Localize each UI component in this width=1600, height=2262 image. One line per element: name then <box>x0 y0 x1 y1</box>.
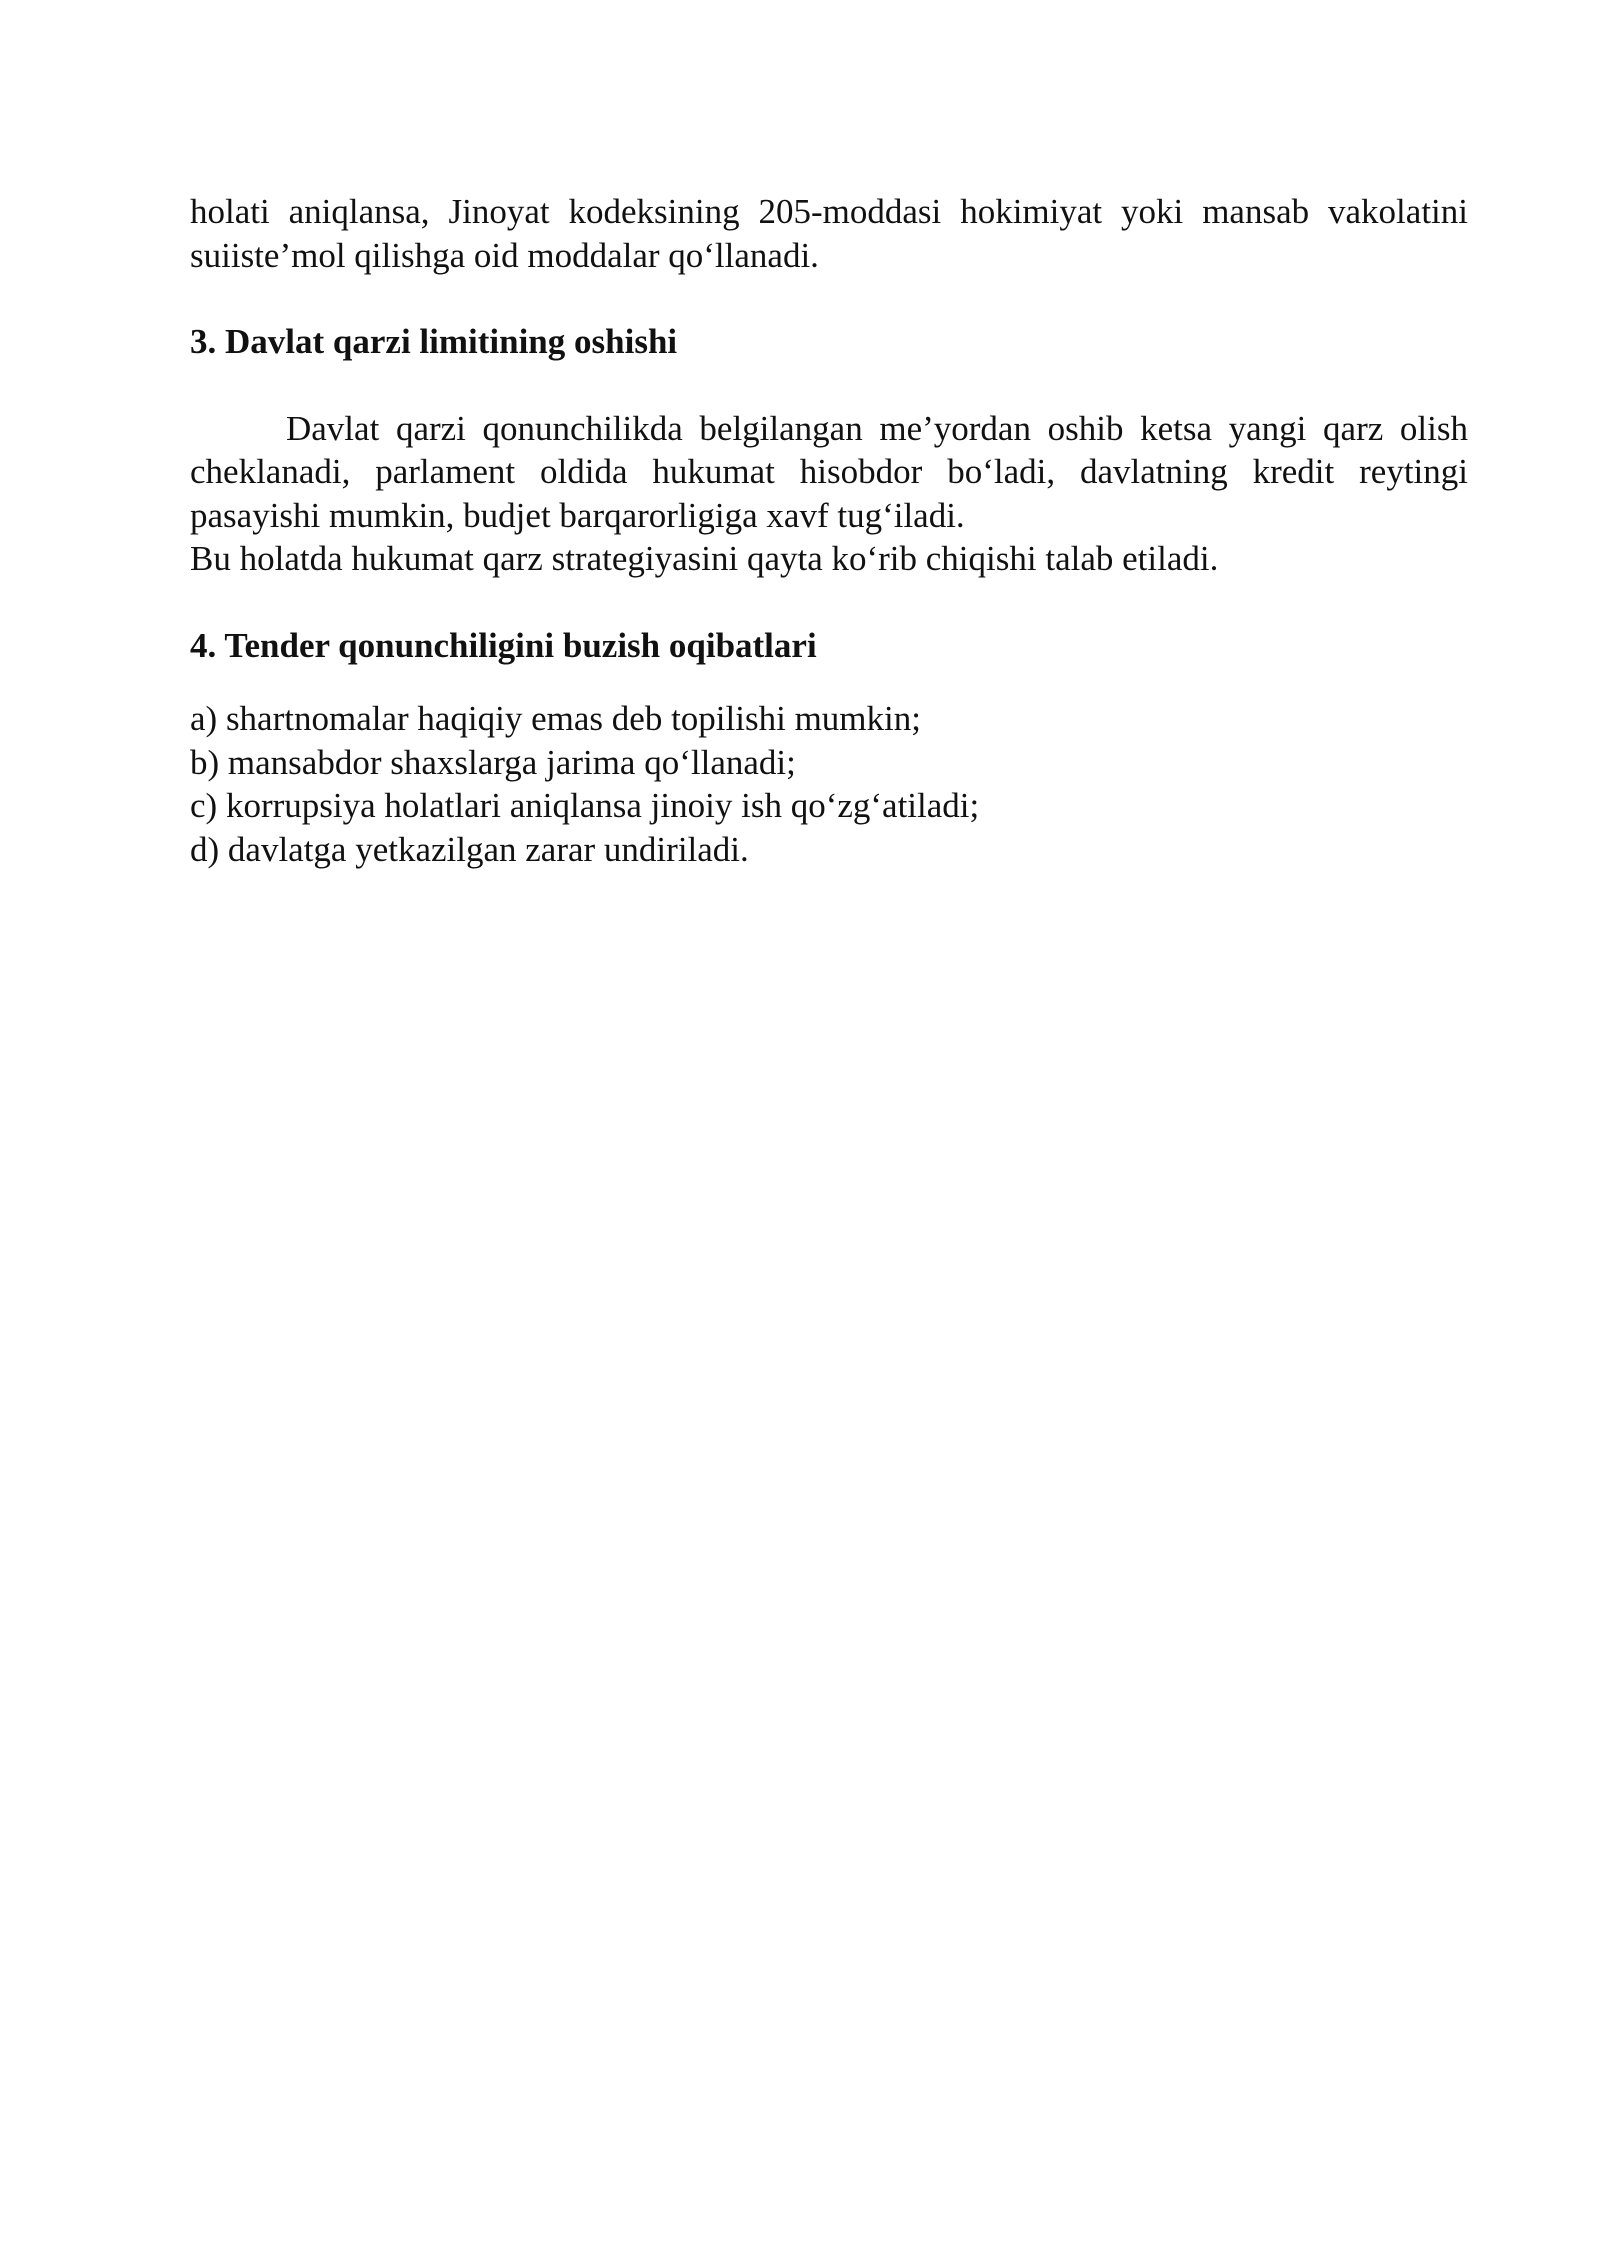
document-body <box>190 190 1468 871</box>
list-item: c) korrupsiya holatlari aniqlansa jinoiy ish qo‘zg‘atiladi; <box>190 786 980 825</box>
section-3-paragraph: Davlat qarzi qonunchilikda belgilangan me’yordan oshib ketsa yangi qarz olish cheklanadi, parlament oldida hukumat hisobdor bo‘ladi, davlatning kredit reytingi pasayishi mumkin, budjet barqarorligiga xavf tug‘iladi. <box>190 408 1468 535</box>
section-4-list <box>190 697 1468 871</box>
list-item: d) davlatga yetkazilgan zarar undiriladi. <box>190 829 749 869</box>
section-4-heading: 4. Tender qonunchiligini buzish oqibatlari <box>190 625 817 665</box>
section-3-paragraph-2: Bu holatda hukumat qarz strategiyasini qayta ko‘rib chiqishi talab etiladi. <box>190 539 1219 578</box>
section-3-body <box>190 407 1468 581</box>
list-item: b) mansabdor shaxslarga jarima qo‘llanadi; <box>190 742 796 782</box>
section-3-heading: 3. Davlat qarzi limitining oshishi <box>190 322 678 361</box>
intro-paragraph: holati aniqlansa, Jinoyat kodeksining 205-moddasi hokimiyat yoki mansab vakolatini suiiste’mol qilishga oid moddalar qo‘llanadi. <box>190 192 1468 275</box>
list-item: a) shartnomalar haqiqiy emas deb topilishi mumkin; <box>190 699 921 738</box>
